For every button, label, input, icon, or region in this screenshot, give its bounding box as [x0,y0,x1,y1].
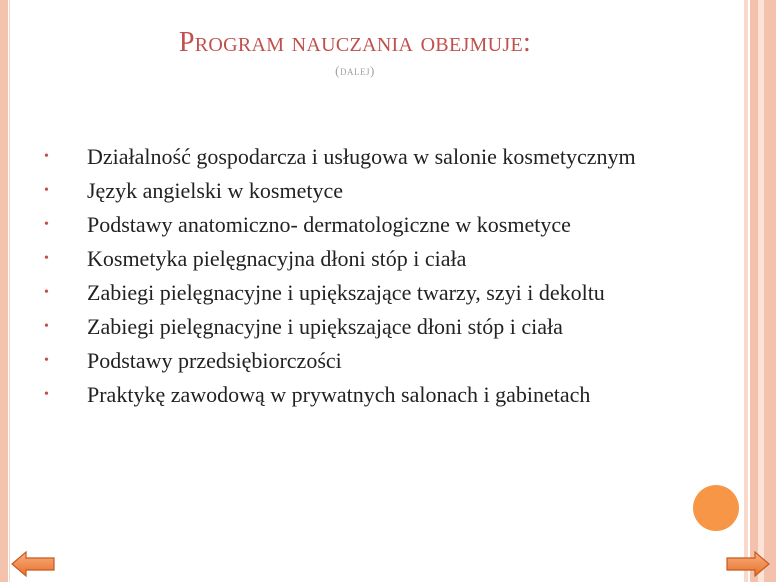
previous-slide-button[interactable] [10,550,56,578]
right-border-stripes [740,0,776,582]
slide-subtitle: (dalej) [335,63,375,78]
bullet-icon: • [44,285,49,300]
decorative-orange-circle [693,485,739,531]
left-border-stripe [0,0,8,582]
bullet-icon: • [44,149,49,164]
list-item [44,245,664,272]
bullet-icon: • [44,251,49,266]
bullet-text: Język angielski w kosmetyce [87,178,343,203]
arrow-left-icon [10,550,56,578]
bullet-text: Praktykę zawodową w prywatnych salonach i gabinetach [87,382,591,407]
list-item [44,211,664,238]
list-item [44,381,664,408]
left-border-line [9,0,10,582]
bullet-text: Zabiegi pielęgnacyjne i upiększające dłoni stóp i ciała [87,314,563,339]
slide-title: Program nauczania obejmuje: [178,27,532,58]
bullet-text: Kosmetyka pielęgnacyjna dłoni stóp i ciała [87,246,467,271]
arrow-right-icon [725,550,771,578]
bullet-icon: • [44,217,49,232]
bullet-text: Działalność gospodarcza i usługowa w salonie kosmetycznym [87,144,636,169]
list-item [44,143,664,170]
bullet-icon: • [44,387,49,402]
bullet-icon: • [44,353,49,368]
next-slide-button[interactable] [725,550,771,578]
bullet-text: Podstawy przedsiębiorczości [87,348,342,373]
list-item [44,347,664,374]
bullet-text: Zabiegi pielęgnacyjne i upiększające twarzy, szyi i dekoltu [87,280,605,305]
bullet-text: Podstawy anatomiczno- dermatologiczne w kosmetyce [87,212,571,237]
bullet-icon: • [44,319,49,334]
bullet-list [44,143,664,415]
bullet-icon: • [44,183,49,198]
list-item [44,313,664,340]
list-item [44,177,664,204]
list-item [44,279,664,306]
